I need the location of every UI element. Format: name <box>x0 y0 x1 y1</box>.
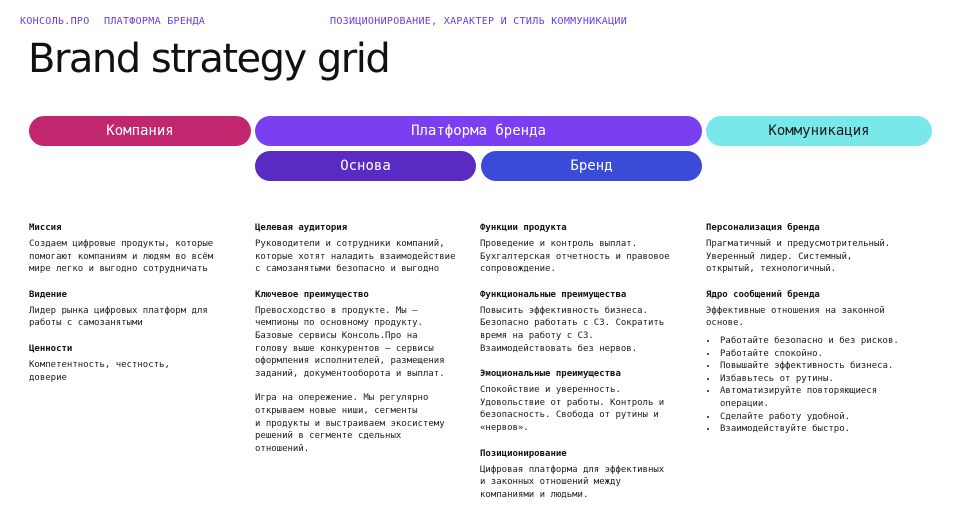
pill-brand-platform: Платформа бренда <box>255 116 702 146</box>
section-title: Ценности <box>29 343 73 354</box>
section-title: Эмоциональные преимущества <box>480 369 621 380</box>
page-title: Brand strategy grid <box>28 36 390 82</box>
message-list <box>706 335 928 436</box>
section-text: Превосходство в продукте. Мы — чемпионы по основному продукту. Базовые сервисы Консоль.Про на голову выше конкурентов — сервисы оформления исполнителей, размещения заданий, документооборота и выплат. <box>255 305 445 379</box>
header-description: ПОЗИЦИОНИРОВАНИЕ, ХАРАКТЕР И СТИЛЬ КОММУНИКАЦИИ <box>330 16 628 27</box>
section-label: ПЛАТФОРМА БРЕНДА <box>104 16 206 27</box>
section-text: Руководители и сотрудники компаний, которые хотят наладить взаимодействие с самозанятыми безопасно и выгодно <box>255 239 456 275</box>
section-title: Функциональные преимущества <box>480 289 627 300</box>
section-title: Ключевое преимущество <box>255 289 369 300</box>
section-positioning <box>480 448 702 502</box>
section-brand-personality <box>706 222 928 276</box>
column-company <box>29 222 251 397</box>
section-text: Повысить эффективность бизнеса. Безопасно работать с СЗ. Сократить время на работу с СЗ. Взаимодействовать без нервов. <box>480 305 665 354</box>
section-text: Прагматичный и предусмотрительный. Уверенный лидер. Системный, открытый, технологичный. <box>706 239 891 275</box>
section-text: Компетентность, честность, доверие <box>29 359 170 383</box>
column-base <box>255 222 477 468</box>
section-emotional-benefits <box>480 368 702 434</box>
column-brand <box>480 222 702 514</box>
list-item: • Автоматизируйте повторяющиеся операции. <box>718 385 928 410</box>
section-product-functions <box>480 222 702 276</box>
section-audience <box>255 222 477 276</box>
section-text: Эффективные отношения на законной основе. <box>706 305 885 329</box>
section-title: Позиционирование <box>480 448 567 459</box>
section-functional-benefits <box>480 289 702 355</box>
section-text: Лидер рынка цифровых платформ для работы с самозанятыми <box>29 305 208 329</box>
list-item: • Работайте спокойно. <box>718 348 928 361</box>
section-key-advantage <box>255 289 477 456</box>
section-vision <box>29 289 251 330</box>
column-communication <box>706 222 928 449</box>
section-text: Цифровая платформа для эффективных и законных отношений между компаниями и людьми. <box>480 464 665 500</box>
brand-name: КОНСОЛЬ.ПРО <box>20 16 90 27</box>
pill-base: Основа <box>255 151 476 181</box>
section-core-messages <box>706 289 928 436</box>
list-item: • Повышайте эффективность бизнеса. <box>718 360 928 373</box>
section-text: Игра на опережение. Мы регулярно открываем новые ниши, сегменты и продукты и выстраиваем экосистему решений в сегменте сдельных отношений. <box>255 393 445 454</box>
section-values <box>29 343 251 384</box>
section-mission <box>29 222 251 276</box>
list-item: • Избавьтесь от рутины. <box>718 373 928 386</box>
section-text: Спокойствие и уверенность. Удовольствие от работы. Контроль и безопасность. Свобода от рутины и «нервов». <box>480 385 665 433</box>
section-text: Создаем цифровые продукты, которые помогают компаниям и людям во всём мире легко и выгодно сотрудничать <box>29 239 214 275</box>
section-title: Функции продукта <box>480 223 567 233</box>
section-title: Миссия <box>29 223 62 233</box>
pill-communication: Коммуникация <box>706 116 932 146</box>
pill-company: Компания <box>29 116 251 146</box>
list-item: • Работайте безопасно и без рисков. <box>718 335 928 348</box>
list-item: • Сделайте работу удобной. <box>718 411 928 424</box>
section-title: Целевая аудитория <box>255 223 348 233</box>
section-text: Проведение и контроль выплат. Бухгалтерская отчетность и правовое сопровождение. <box>480 239 670 275</box>
section-title: Ядро сообщений бренда <box>706 289 820 300</box>
list-item: • Взаимодействуйте быстро. <box>718 423 928 436</box>
pill-brand: Бренд <box>481 151 702 181</box>
section-title: Персонализация бренда <box>706 223 820 233</box>
section-title: Видение <box>29 289 67 300</box>
